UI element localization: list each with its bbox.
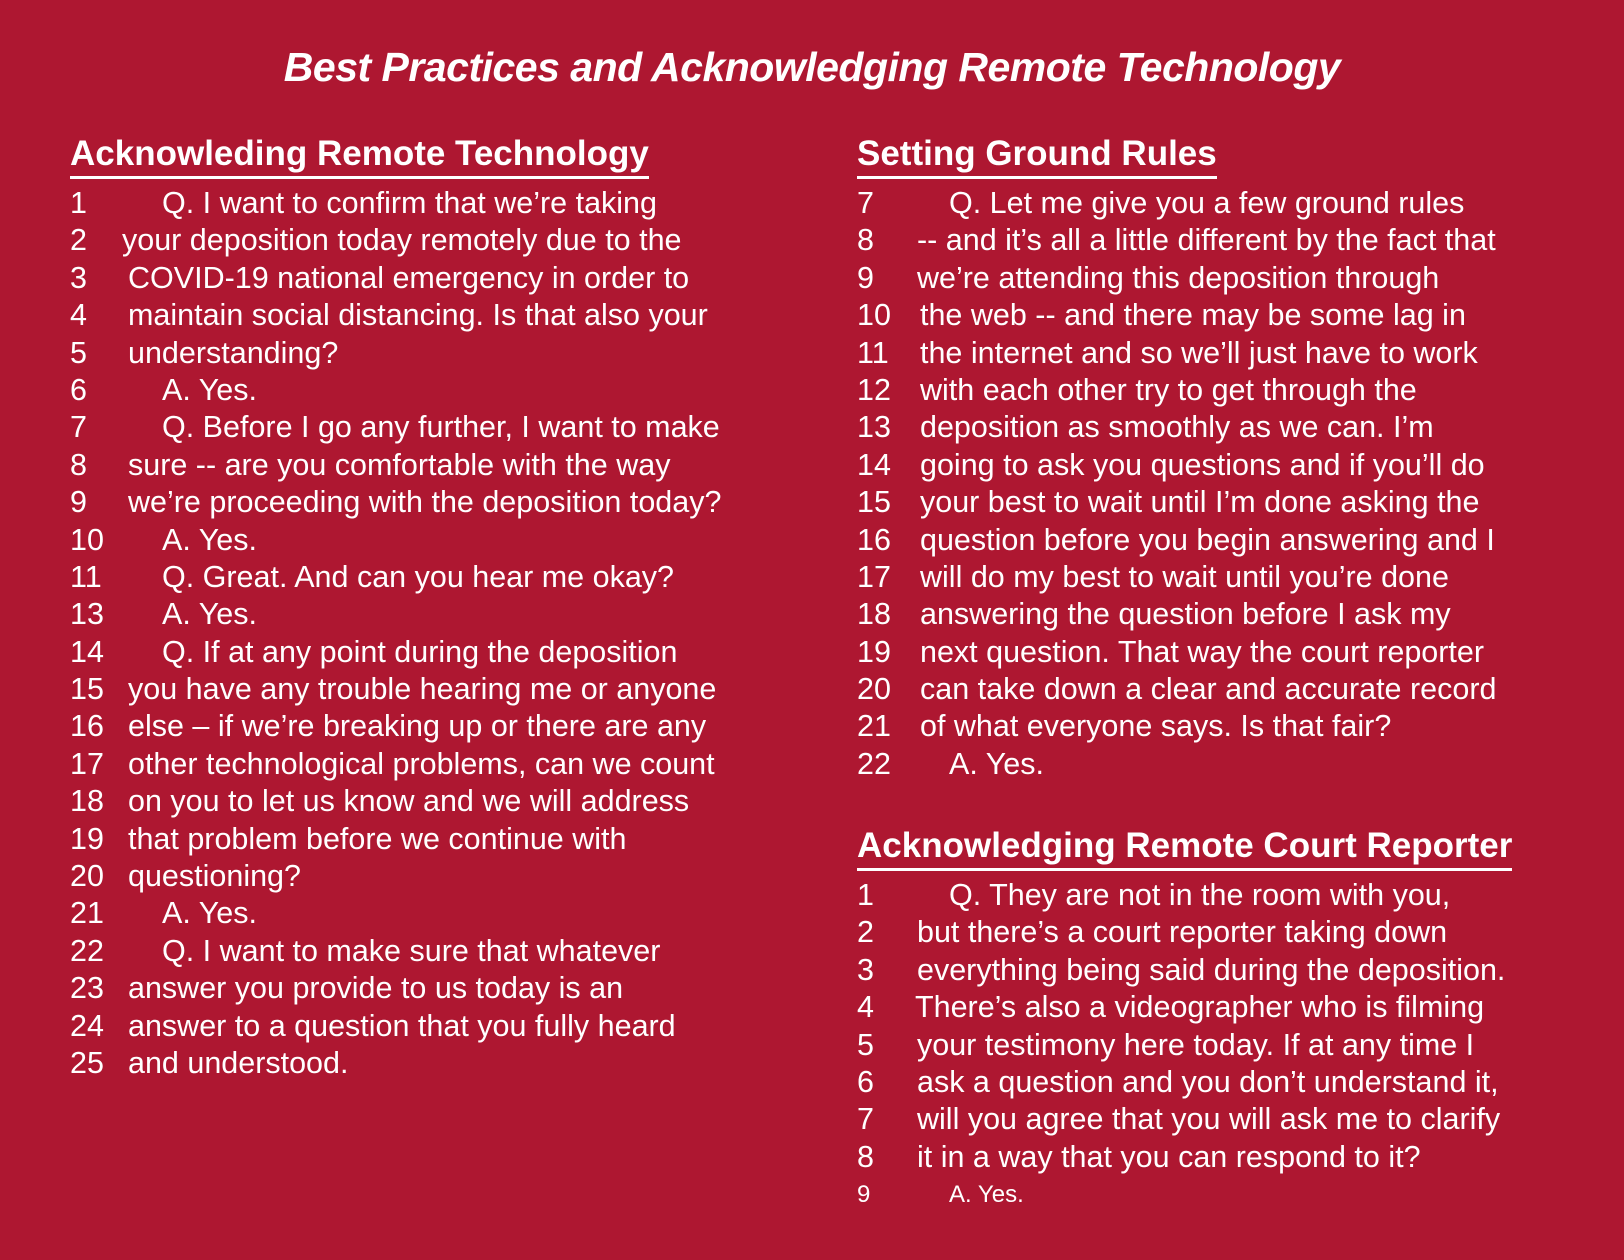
line-text: but there’s a court reporter taking down [917, 915, 1448, 950]
transcript-line [70, 895, 800, 932]
transcript-line [857, 1027, 1597, 1064]
section-acknowledging-remote-court-reporter [857, 826, 1597, 1214]
line-text: answer you provide to us today is an [128, 971, 624, 1006]
transcript-line [70, 821, 800, 858]
transcript-line [857, 989, 1597, 1026]
line-number: 10 [70, 522, 104, 557]
line-number: 25 [70, 1045, 104, 1080]
section-setting-ground-rules [857, 134, 1577, 783]
line-number: 6 [857, 1064, 874, 1099]
line-number: 16 [70, 709, 104, 744]
line-number: 19 [70, 821, 104, 856]
transcript-line [857, 1139, 1597, 1176]
transcript-line [70, 335, 800, 372]
transcript-line [70, 858, 800, 895]
transcript-line [70, 746, 800, 783]
line-text: we’re proceeding with the deposition today? [128, 485, 722, 520]
line-number: 21 [857, 709, 891, 744]
line-number: 13 [857, 410, 891, 445]
transcript-line [70, 372, 800, 409]
line-number: 21 [70, 896, 104, 931]
transcript-line [857, 260, 1577, 297]
line-number: 2 [70, 223, 87, 258]
line-text: ask a question and you don’t understand it, [917, 1064, 1499, 1099]
line-text: of what everyone says. Is that fair? [920, 709, 1392, 744]
line-text: it in a way that you can respond to it? [917, 1139, 1421, 1174]
line-number: 13 [70, 597, 104, 632]
line-number: 15 [857, 485, 891, 520]
line-text: next question. That way the court reporter [920, 634, 1484, 669]
line-text: the internet and so we’ll just have to work [920, 335, 1478, 370]
section-acknowledging-remote-technology [70, 134, 800, 1082]
line-number: 1 [857, 878, 874, 912]
transcript-line [857, 559, 1577, 596]
line-number: 10 [857, 298, 891, 333]
line-text: A. Yes. [162, 597, 257, 632]
transcript-lines [857, 877, 1597, 1214]
line-text: answer to a question that you fully heard [128, 1008, 676, 1043]
section-heading: Setting Ground Rules [857, 134, 1217, 179]
line-number: 23 [70, 971, 104, 1006]
line-text: other technological problems, can we count [128, 746, 715, 781]
line-text: There’s also a videographer who is filming [915, 990, 1485, 1025]
line-number: 9 [70, 485, 87, 520]
transcript-lines [857, 185, 1577, 783]
line-number: 7 [857, 186, 874, 220]
line-text: that problem before we continue with [128, 821, 627, 856]
line-text: Q. Let me give you a few ground rules [949, 186, 1465, 220]
line-number: 22 [70, 933, 104, 968]
transcript-line [70, 671, 800, 708]
line-text: can take down a clear and accurate record [920, 672, 1497, 707]
line-number: 20 [70, 859, 104, 894]
transcript-line [857, 671, 1577, 708]
transcript-line [70, 185, 800, 222]
line-text: A. Yes. [162, 372, 257, 407]
line-number: 3 [70, 260, 87, 295]
transcript-line [857, 952, 1597, 989]
transcript-line [70, 1008, 800, 1045]
line-number: 4 [70, 298, 87, 333]
line-text: your deposition today remotely due to the [122, 223, 682, 258]
line-number: 12 [857, 372, 891, 407]
line-number: 15 [70, 672, 104, 707]
transcript-line [70, 484, 800, 521]
transcript-line [857, 1101, 1597, 1138]
line-number: 9 [857, 260, 874, 295]
line-number: 2 [857, 915, 874, 950]
transcript-line [857, 372, 1577, 409]
line-number: 19 [857, 634, 891, 669]
line-number: 17 [70, 746, 104, 781]
line-number: 22 [857, 746, 891, 781]
line-number: 16 [857, 522, 891, 557]
line-number: 1 [70, 186, 87, 220]
transcript-line [857, 634, 1577, 671]
section-heading: Acknowledging Remote Court Reporter [857, 826, 1512, 871]
transcript-line [857, 297, 1577, 334]
transcript-line [857, 222, 1577, 259]
transcript-line [857, 409, 1577, 446]
transcript-line [857, 522, 1577, 559]
line-number: 7 [70, 410, 87, 445]
line-text: Q. They are not in the room with you, [949, 878, 1451, 912]
line-number: 9 [857, 1181, 871, 1209]
line-text: everything being said during the deposition. [917, 952, 1506, 987]
line-text: and understood. [128, 1045, 349, 1080]
transcript-line [70, 783, 800, 820]
transcript-line [70, 297, 800, 334]
line-number: 5 [70, 335, 87, 370]
line-number: 4 [857, 990, 874, 1025]
line-text: Q. If at any point during the deposition [162, 634, 678, 669]
line-number: 24 [70, 1008, 104, 1043]
transcript-line [70, 522, 800, 559]
transcript-line [857, 1064, 1597, 1101]
line-text: with each other try to get through the [920, 372, 1417, 407]
line-text: your best to wait until I’m done asking the [920, 485, 1480, 520]
line-number: 8 [857, 1139, 874, 1174]
line-text: -- and it’s all a little different by the fact that [917, 223, 1496, 258]
line-number: 7 [857, 1102, 874, 1137]
line-text: understanding? [128, 335, 339, 370]
line-number: 6 [70, 372, 87, 407]
line-text: sure -- are you comfortable with the way [128, 447, 671, 482]
line-number: 17 [857, 559, 891, 594]
transcript-line [70, 409, 800, 446]
line-number: 14 [70, 634, 104, 669]
transcript-line [70, 970, 800, 1007]
line-text: Q. I want to make sure that whatever [162, 933, 661, 968]
line-number: 18 [70, 784, 104, 819]
page-title: Best Practices and Acknowledging Remote Technology [283, 44, 1341, 90]
line-text: on you to let us know and we will address [128, 784, 690, 819]
transcript-line [857, 877, 1597, 914]
line-number: 8 [70, 447, 87, 482]
line-text: Q. Great. And can you hear me okay? [162, 559, 675, 594]
line-text: going to ask you questions and if you’ll do [920, 447, 1485, 482]
transcript-line [70, 933, 800, 970]
transcript-lines [70, 185, 800, 1082]
transcript-line [70, 634, 800, 671]
transcript-line [70, 447, 800, 484]
line-text: the web -- and there may be some lag in [920, 298, 1466, 333]
line-number: 11 [70, 559, 102, 594]
line-text: will you agree that you will ask me to clarify [917, 1102, 1501, 1137]
line-text: questioning? [128, 859, 301, 894]
line-text: question before you begin answering and I [920, 522, 1495, 557]
transcript-line [70, 596, 800, 633]
line-number: 18 [857, 597, 891, 632]
transcript-line [857, 335, 1577, 372]
transcript-line [70, 559, 800, 596]
transcript-line [857, 708, 1577, 745]
line-number: 5 [857, 1027, 874, 1062]
line-number: 3 [857, 952, 874, 987]
line-text: will do my best to wait until you’re done [920, 559, 1449, 594]
line-number: 11 [857, 335, 889, 370]
line-text: A. Yes. [949, 1181, 1024, 1209]
transcript-line [857, 1176, 1597, 1213]
transcript-line [70, 708, 800, 745]
section-heading: Acknowleding Remote Technology [70, 134, 649, 179]
transcript-line [70, 222, 800, 259]
line-number: 14 [857, 447, 891, 482]
transcript-line [857, 484, 1577, 521]
transcript-line [70, 1045, 800, 1082]
line-text: maintain social distancing. Is that also your [128, 298, 708, 333]
line-text: else – if we’re breaking up or there are any [128, 709, 707, 744]
transcript-line [857, 596, 1577, 633]
line-text: deposition as smoothly as we can. I’m [920, 410, 1434, 445]
line-text: A. Yes. [949, 746, 1044, 781]
line-text: COVID-19 national emergency in order to [128, 260, 690, 295]
transcript-line [857, 746, 1577, 783]
transcript-line [70, 260, 800, 297]
transcript-line [857, 185, 1577, 222]
line-text: your testimony here today. If at any time I [917, 1027, 1475, 1062]
line-text: answering the question before I ask my [920, 597, 1451, 632]
line-number: 8 [857, 223, 874, 258]
line-number: 20 [857, 672, 891, 707]
line-text: you have any trouble hearing me or anyone [128, 672, 717, 707]
line-text: A. Yes. [162, 896, 257, 931]
line-text: we’re attending this deposition through [917, 260, 1440, 295]
transcript-line [857, 447, 1577, 484]
line-text: Q. Before I go any further, I want to make [162, 410, 720, 445]
line-text: A. Yes. [162, 522, 257, 557]
line-text: Q. I want to confirm that we’re taking [162, 186, 657, 220]
transcript-line [857, 914, 1597, 951]
